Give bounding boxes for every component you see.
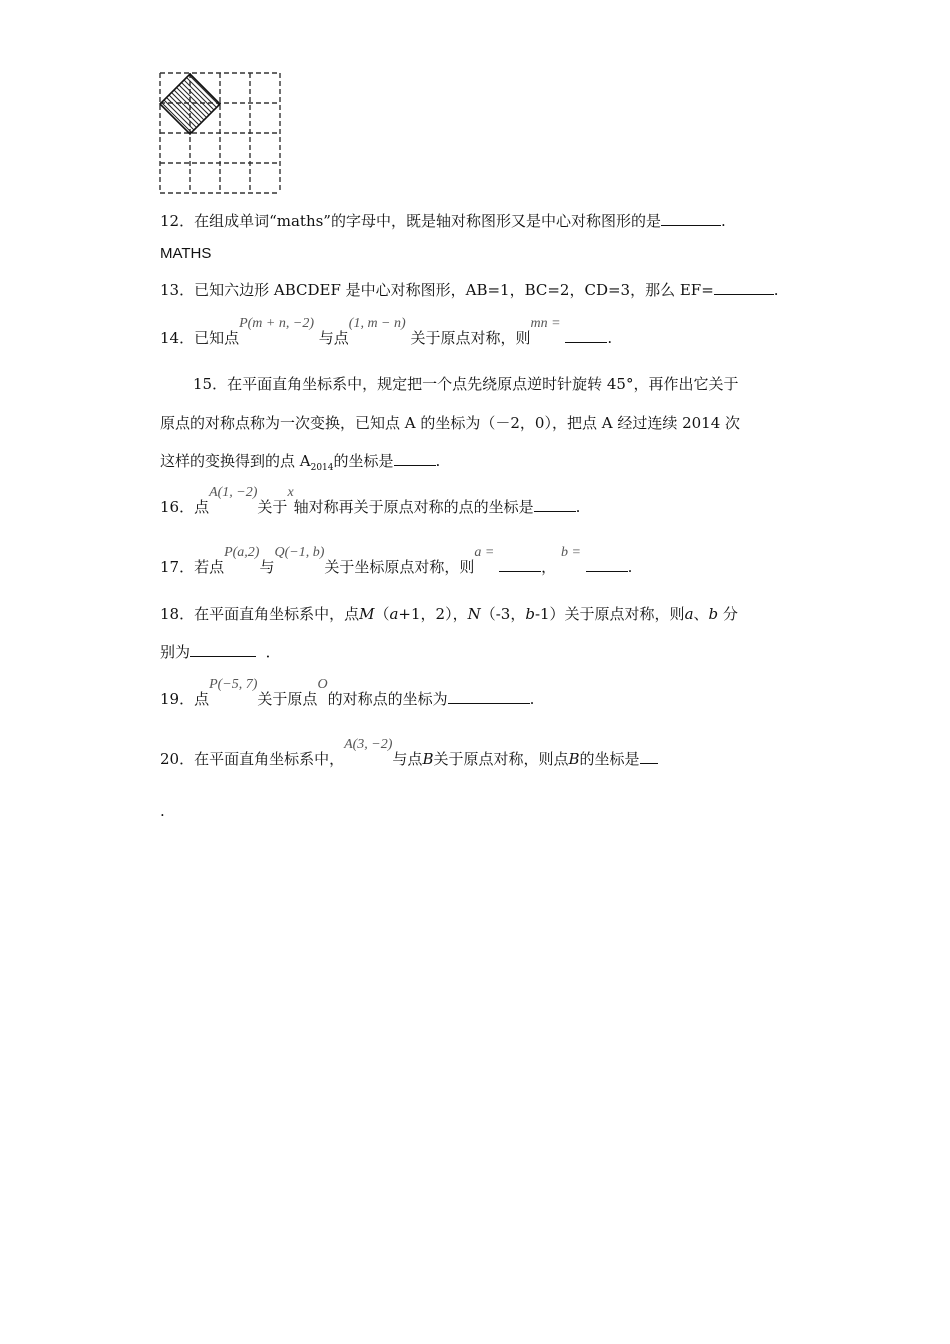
answer-blank-a[interactable] <box>499 557 541 572</box>
question-12: 12．在组成单词“maths”的字母中，既是轴对称图形又是中心对称图形的是 . <box>160 212 726 230</box>
question-15-line-2: 原点的对称点称为一次变换，已知点 A 的坐标为（－2，0），把点 A 经过连续 2014 次 <box>160 414 741 432</box>
shaded-square <box>158 71 284 161</box>
question-20-end: . <box>160 802 165 820</box>
origin-o: O <box>317 677 328 692</box>
question-14: 14．已知点P(m + n, −2) 与点(1, m − n) 关于原点对称，则mn = . <box>160 316 613 347</box>
answer-blank[interactable] <box>714 280 774 295</box>
point-a: A(3, −2) <box>344 737 393 752</box>
expr-b: b = <box>560 545 581 560</box>
answer-blank[interactable] <box>190 642 256 657</box>
answer-blank[interactable] <box>661 211 721 226</box>
question-15-line-1: 15．在平面直角坐标系中，规定把一个点先绕原点逆时针旋转 45°，再作出它关于 <box>193 375 739 393</box>
var-x: x <box>287 485 294 500</box>
question-18-line-2: 别为 ． <box>160 643 281 661</box>
question-17: 17．若点P(a,2)与Q(−1, b)关于坐标原点对称，则a = ， b = . <box>160 545 633 576</box>
answer-blank[interactable] <box>640 749 658 764</box>
expr-a: a = <box>474 545 495 560</box>
point-p: P(a,2) <box>224 545 260 560</box>
question-16: 16．点A(1, −2)关于x轴对称再关于原点对称的点的坐标是 . <box>160 485 581 516</box>
answer-blank[interactable] <box>534 497 576 512</box>
question-13: 13．已知六边形 ABCDEF 是中心对称图形，AB=1，BC=2，CD=3，那么 EF= . <box>160 281 779 299</box>
answer-blank-b[interactable] <box>586 557 628 572</box>
answer-blank[interactable] <box>394 451 436 466</box>
question-15-line-3: 这样的变换得到的点 $A_{2014}$的坐标是 . <box>160 452 441 473</box>
expr-mn: mn = <box>530 316 561 331</box>
point-a: A(1, −2) <box>209 485 258 500</box>
answer-blank[interactable] <box>448 689 530 704</box>
point-q: Q(−1, b) <box>274 545 325 560</box>
point-p: P(−5, 7) <box>209 677 258 692</box>
point-coords: (1, m − n) <box>348 316 406 331</box>
word-maths: MATHS <box>160 245 212 262</box>
question-20: 20．在平面直角坐标系中，A(3, −2)与点B关于原点对称，则点B的坐标是 <box>160 749 658 771</box>
answer-blank[interactable] <box>565 328 607 343</box>
point-p: P(m + n, −2) <box>239 316 314 331</box>
grid-figure <box>158 71 284 197</box>
question-18-line-1: 18．在平面直角坐标系中，点M（a+1，2），N（-3，b-1）关于原点对称，则a、b 分 <box>160 605 738 623</box>
question-19: 19．点P(−5, 7)关于原点O的对称点的坐标为 . <box>160 677 535 708</box>
